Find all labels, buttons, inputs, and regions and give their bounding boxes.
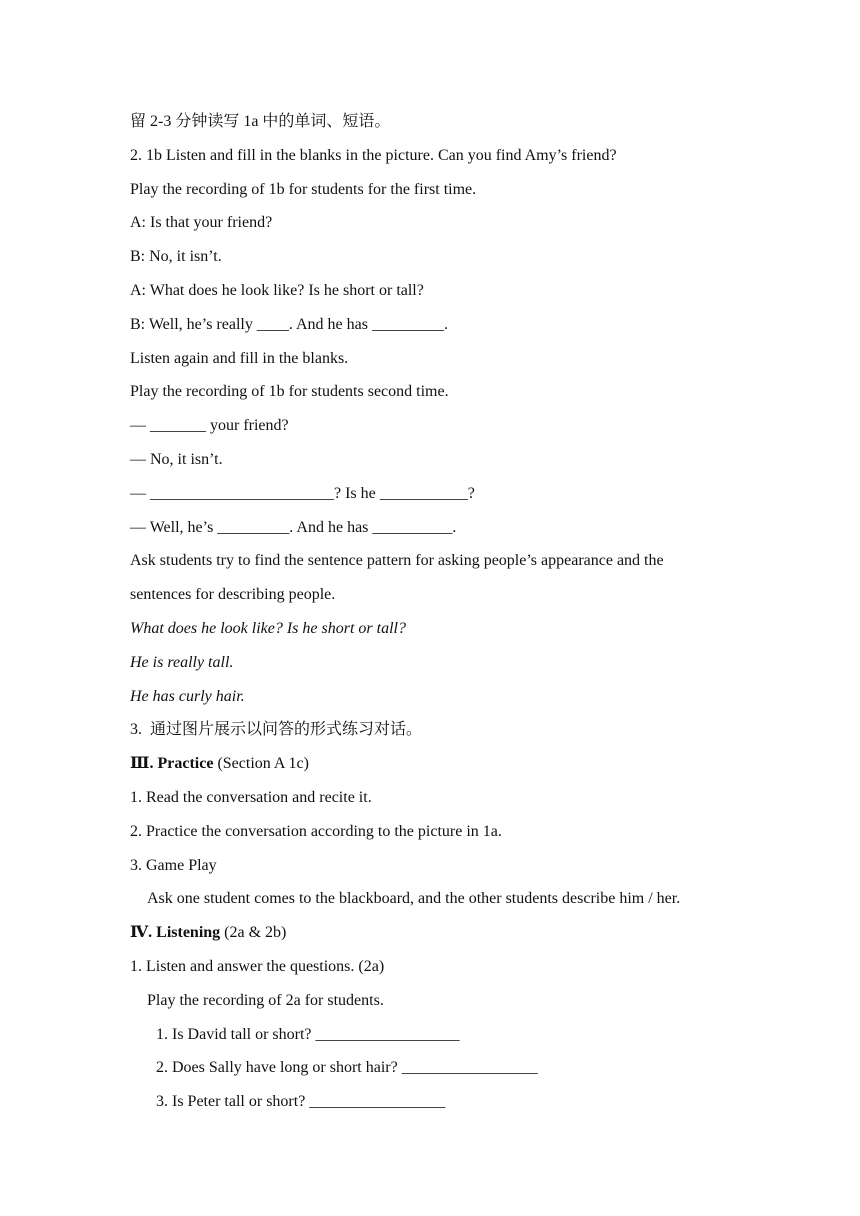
section-heading-label: Ⅲ. Practice	[130, 755, 214, 773]
section-heading-label: Ⅳ. Listening	[130, 924, 221, 942]
question-line: 1. Is David tall or short? __________________	[156, 1025, 460, 1043]
text-line: 留 2-3 分钟读写 1a 中的单词、短语。	[130, 113, 391, 130]
dialogue-line: — _______________________? Is he ___________?	[130, 484, 475, 502]
dialogue-line: B: No, it isn’t.	[130, 248, 222, 266]
text-line: 3. 通过图片展示以问答的形式练习对话。	[130, 721, 423, 739]
text-line: 2. Practice the conversation according to the picture in 1a.	[130, 822, 502, 840]
text-line: Ask one student comes to the blackboard, and the other students describe him / her.	[147, 890, 681, 908]
example-sentence: What does he look like? Is he short or tall?	[130, 619, 406, 637]
text-line: 1. Listen and answer the questions. (2a)	[130, 957, 385, 975]
text-line: Ask students try to find the sentence pattern for asking people’s appearance and the	[130, 552, 664, 570]
example-sentence: He is really tall.	[130, 653, 234, 671]
text-line: Listen again and fill in the blanks.	[130, 349, 349, 367]
section-heading-listening	[130, 922, 830, 956]
text-line: 2. 1b Listen and fill in the blanks in the picture. Can you find Amy’s friend?	[130, 146, 617, 164]
question-line: 3. Is Peter tall or short? _________________	[156, 1093, 446, 1111]
document-page	[130, 111, 830, 1125]
dialogue-line: — _______ your friend?	[130, 417, 289, 435]
section-heading-practice	[130, 753, 830, 787]
text-line: Play the recording of 1b for students for the first time.	[130, 180, 477, 198]
text-line: sentences for describing people.	[130, 586, 336, 604]
dialogue-line: — No, it isn’t.	[130, 450, 223, 468]
text-line: Play the recording of 2a for students.	[147, 991, 384, 1009]
dialogue-line: A: What does he look like? Is he short or tall?	[130, 281, 424, 299]
text-line: 1. Read the conversation and recite it.	[130, 788, 372, 806]
dialogue-line: — Well, he’s _________. And he has __________.	[130, 518, 457, 536]
dialogue-line: A: Is that your friend?	[130, 214, 273, 232]
section-heading-note: (Section A 1c)	[213, 755, 309, 773]
text-line: Play the recording of 1b for students second time.	[130, 383, 449, 401]
example-sentence: He has curly hair.	[130, 687, 245, 705]
text-line: 3. Game Play	[130, 856, 217, 874]
question-line: 2. Does Sally have long or short hair? _________________	[156, 1059, 538, 1077]
section-heading-note: (2a & 2b)	[220, 924, 287, 942]
dialogue-line: B: Well, he’s really ____. And he has _________.	[130, 315, 448, 333]
